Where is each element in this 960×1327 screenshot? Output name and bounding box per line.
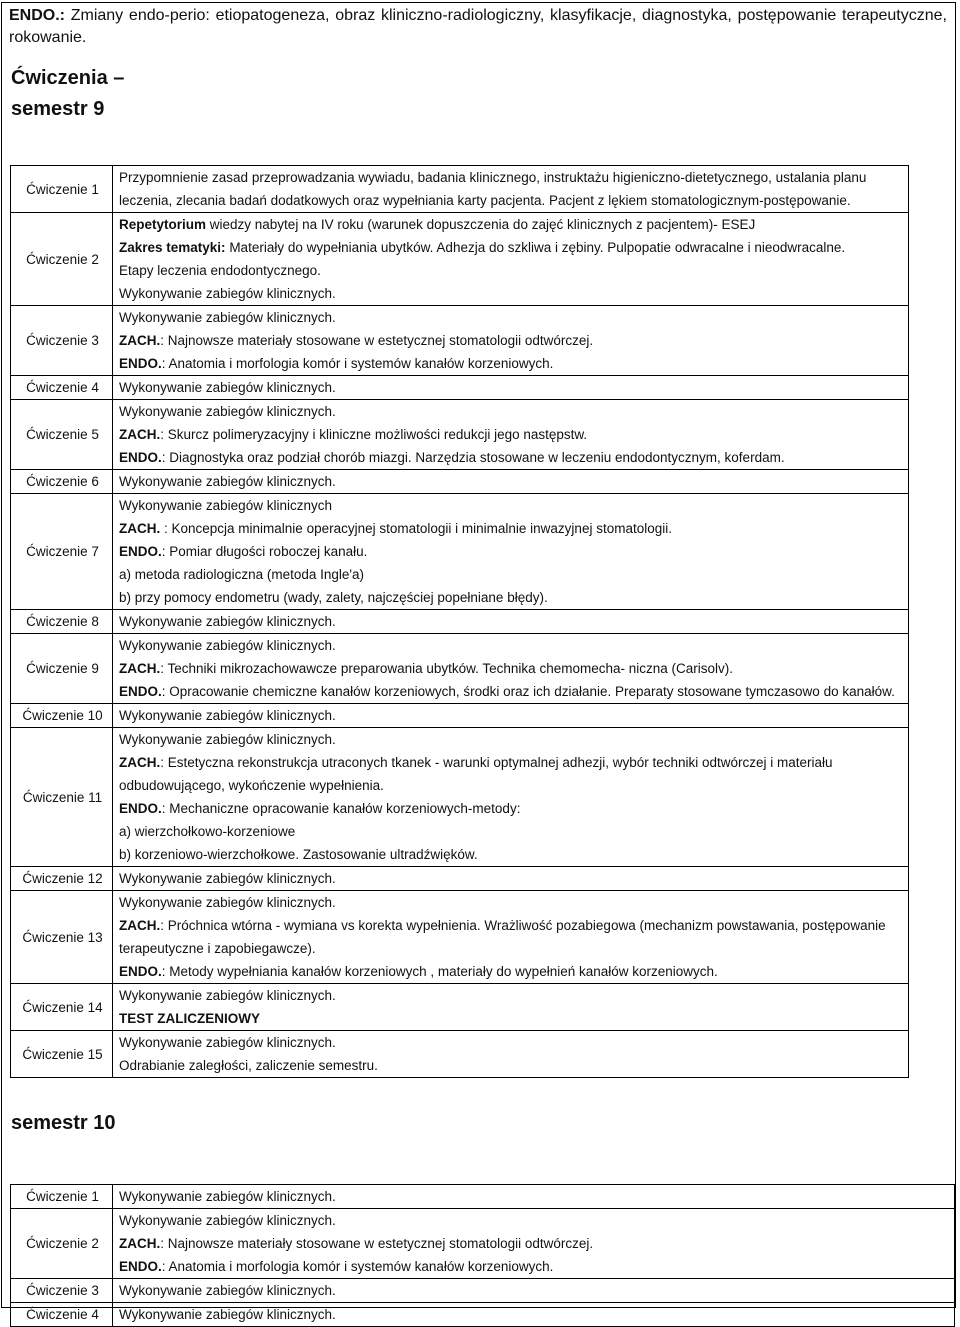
line-text: Wykonywanie zabiegów klinicznych. (119, 732, 336, 747)
content-line (119, 236, 904, 259)
exercise-row (11, 1209, 955, 1279)
content-line (119, 259, 904, 282)
content-line (119, 914, 904, 960)
section-keyword: ENDO. (119, 964, 162, 979)
exercise-content (113, 400, 909, 470)
exercise-row (11, 728, 909, 867)
section-keyword: ENDO. (119, 1259, 162, 1274)
exercise-content (113, 213, 909, 306)
exercise-label: Ćwiczenie 1 (11, 1185, 113, 1209)
line-text: Wykonywanie zabiegów klinicznych. (119, 474, 336, 489)
exercise-label: Ćwiczenie 2 (11, 1209, 113, 1279)
content-line (119, 423, 904, 446)
content-line (119, 282, 904, 305)
exercise-content (113, 728, 909, 867)
content-line (119, 891, 904, 914)
exercise-label: Ćwiczenie 5 (11, 400, 113, 470)
section-keyword: ZACH. (119, 333, 161, 348)
content-line (119, 984, 904, 1007)
exercise-label: Ćwiczenie 10 (11, 704, 113, 728)
intro-prefix: ENDO.: (9, 7, 65, 24)
line-text: Materiały do wypełniania ubytków. Adhezja do szkliwa i zębiny. Pulpopatie odwracalne i nieodwracalne. (225, 240, 846, 255)
section-keyword: Repetytorium (119, 217, 207, 232)
exercise-content (113, 306, 909, 376)
content-line (119, 494, 904, 517)
line-text: : Estetyczna rekonstrukcja utraconych tkanek - warunki optymalnej adhezji, wybór techniki odtwórczej i materiału odbudowującego, wykończenie wypełnienia. (119, 755, 833, 793)
line-text: b) korzeniowo-wierzchołkowe. Zastosowanie ultradźwięków. (119, 847, 478, 862)
line-text: : Opracowanie chemiczne kanałów korzeniowych, środki oraz ich działanie. Preparaty stosowane tymczasowo do kanałów. (161, 684, 895, 699)
content-line (119, 352, 904, 375)
content-line (119, 1255, 950, 1278)
line-text: b) przy pomocy endometru (wady, zalety, najczęściej popełniane błędy). (119, 590, 548, 605)
line-text: Wykonywanie zabiegów klinicznych. (119, 1283, 336, 1298)
line-text: : Techniki mikrozachowawcze preparowania ubytków. Technika chemomecha- niczna (Carisolv). (160, 661, 734, 676)
content-line (119, 1031, 904, 1054)
exercise-label: Ćwiczenie 3 (11, 1279, 113, 1303)
exercise-label: Ćwiczenie 13 (11, 891, 113, 984)
line-text: Etapy leczenia endodontycznego. (119, 263, 321, 278)
content-line (119, 1232, 950, 1255)
exercise-row (11, 494, 909, 610)
content-line (119, 1303, 950, 1326)
content-line (119, 166, 904, 212)
exercise-row (11, 376, 909, 400)
content-line (119, 634, 904, 657)
content-line (119, 843, 904, 866)
exercise-row (11, 891, 909, 984)
line-text: Wykonywanie zabiegów klinicznych. (119, 286, 336, 301)
content-line (119, 517, 904, 540)
line-text: : Pomiar długości roboczej kanału. (161, 544, 368, 559)
content-line (119, 751, 904, 797)
exercise-content (113, 891, 909, 984)
content-line (119, 728, 904, 751)
exercise-label: Ćwiczenie 15 (11, 1031, 113, 1078)
line-text: : Skurcz polimeryzacyjny i kliniczne możliwości redukcji jego następstw. (160, 427, 588, 442)
line-text: : Najnowsze materiały stosowane w estetycznej stomatologii odtwórczej. (160, 333, 594, 348)
content-line (119, 400, 904, 423)
line-text: : Próchnica wtórna - wymiana vs korekta wypełnienia. Wrażliwość pozabiegowa (mechanizm powstawania, postępowanie terapeutyczne i zapobiegawcze). (119, 918, 886, 956)
content-line (119, 1007, 904, 1030)
line-text: Wykonywanie zabiegów klinicznych. (119, 988, 336, 1003)
exercise-label: Ćwiczenie 2 (11, 213, 113, 306)
intro-paragraph (9, 5, 947, 49)
content-line (119, 867, 904, 890)
content-line (119, 1185, 950, 1208)
section-keyword: ENDO. (119, 801, 162, 816)
content-line (119, 540, 904, 563)
exercise-row (11, 984, 909, 1031)
content-line (119, 704, 904, 727)
section-keyword: ZACH. (119, 427, 161, 442)
exercise-label: Ćwiczenie 14 (11, 984, 113, 1031)
section-keyword: ENDO. (119, 684, 162, 699)
exercise-row (11, 470, 909, 494)
line-text: : Anatomia i morfologia komór i systemów kanałów korzeniowych. (161, 356, 554, 371)
content-line (119, 1279, 950, 1302)
line-text: Wykonywanie zabiegów klinicznych. (119, 310, 336, 325)
content-line (119, 329, 904, 352)
line-text: Wykonywanie zabiegów klinicznych. (119, 638, 336, 653)
content-line (119, 657, 904, 680)
section-keyword: ENDO. (119, 356, 162, 371)
line-text: Wykonywanie zabiegów klinicznych. (119, 1213, 336, 1228)
line-text: Wykonywanie zabiegów klinicznych. (119, 1189, 336, 1204)
heading-semestr-9: semestr 9 (11, 98, 105, 120)
line-text: Wykonywanie zabiegów klinicznych. (119, 1035, 336, 1050)
exercise-row (11, 867, 909, 891)
content-line (119, 306, 904, 329)
exercise-row (11, 166, 909, 213)
line-text: Wykonywanie zabiegów klinicznych. (119, 404, 336, 419)
exercise-row (11, 704, 909, 728)
line-text: Wykonywanie zabiegów klinicznych. (119, 871, 336, 886)
semestr-9-table (10, 165, 909, 1078)
line-text: Odrabianie zaległości, zaliczenie semestru. (119, 1058, 378, 1073)
exercise-row (11, 306, 909, 376)
exercise-content (113, 1031, 909, 1078)
exercise-label: Ćwiczenie 4 (11, 1303, 113, 1327)
content-line (119, 797, 904, 820)
section-keyword: ZACH. (119, 918, 161, 933)
exercise-label: Ćwiczenie 1 (11, 166, 113, 213)
exercise-row (11, 400, 909, 470)
exercise-content (113, 376, 909, 400)
exercise-label: Ćwiczenie 12 (11, 867, 113, 891)
exercise-label: Ćwiczenie 8 (11, 610, 113, 634)
content-line (119, 820, 904, 843)
line-text: Wykonywanie zabiegów klinicznych. (119, 1307, 336, 1322)
section-keyword: Zakres tematyki: (119, 240, 226, 255)
line-text: : Anatomia i morfologia komór i systemów kanałów korzeniowych. (161, 1259, 554, 1274)
content-line (119, 213, 904, 236)
section-keyword: ZACH. (119, 755, 161, 770)
exercise-label: Ćwiczenie 7 (11, 494, 113, 610)
line-text: Wykonywanie zabiegów klinicznych. (119, 895, 336, 910)
line-text: a) metoda radiologiczna (metoda Ingle'a) (119, 567, 364, 582)
intro-text: Zmiany endo-perio: etiopatogeneza, obraz kliniczno-radiologiczny, klasyfikacje, diagnostyka, postępowanie terapeutyczne, rokowanie. (9, 7, 947, 46)
exercise-content (113, 704, 909, 728)
exercise-content (113, 984, 909, 1031)
content-line (119, 586, 904, 609)
line-text: : Najnowsze materiały stosowane w estetycznej stomatologii odtwórczej. (160, 1236, 594, 1251)
section-keyword: ZACH. (119, 521, 161, 536)
exercise-row (11, 1185, 955, 1209)
line-text: : Metody wypełniania kanałów korzeniowych , materiały do wypełnień kanałów korzeniowych. (161, 964, 718, 979)
line-text: : Diagnostyka oraz podział chorób miazgi. Narzędzia stosowane w leczeniu endodontycznym, koferdam. (161, 450, 785, 465)
exercise-content (113, 494, 909, 610)
exercise-content (113, 1303, 955, 1327)
exercise-content (113, 1279, 955, 1303)
line-text: Wykonywanie zabiegów klinicznych. (119, 614, 336, 629)
exercise-label: Ćwiczenie 3 (11, 306, 113, 376)
content-line (119, 563, 904, 586)
content-line (119, 1209, 950, 1232)
exercise-content (113, 867, 909, 891)
section-keyword: ZACH. (119, 661, 161, 676)
exercise-content (113, 1185, 955, 1209)
exercise-row (11, 610, 909, 634)
exercise-row (11, 1031, 909, 1078)
exercise-content (113, 634, 909, 704)
line-text: Przypomnienie zasad przeprowadzania wywiadu, badania klinicznego, instruktażu higieniczno-dietetycznego, ustalania planu leczenia, zlecania badań dodatkowych oraz wypełniania karty pacjenta. Pacjent z lękiem stomatologicznym-postępowanie. (119, 170, 867, 208)
heading-semestr-10: semestr 10 (11, 1112, 116, 1134)
exercise-label: Ćwiczenie 11 (11, 728, 113, 867)
section-keyword: ENDO. (119, 544, 162, 559)
exercise-row (11, 1303, 955, 1327)
content-line (119, 610, 904, 633)
line-text: : Koncepcja minimalnie operacyjnej stomatologii i minimalnie inwazyjnej stomatologii. (160, 521, 672, 536)
exercise-content (113, 610, 909, 634)
content-line (119, 1054, 904, 1077)
semestr-10-table (10, 1184, 955, 1327)
content-line (119, 376, 904, 399)
exercise-content (113, 1209, 955, 1279)
line-text: Wykonywanie zabiegów klinicznych (119, 498, 332, 513)
line-text: Wykonywanie zabiegów klinicznych. (119, 380, 336, 395)
content-line (119, 446, 904, 469)
exercise-label: Ćwiczenie 4 (11, 376, 113, 400)
exercise-content (113, 166, 909, 213)
content-line (119, 680, 904, 703)
line-text: : Mechaniczne opracowanie kanałów korzeniowych-metody: (161, 801, 521, 816)
section-keyword: ZACH. (119, 1236, 161, 1251)
content-line (119, 470, 904, 493)
exercise-label: Ćwiczenie 6 (11, 470, 113, 494)
content-line (119, 960, 904, 983)
heading-cwiczenia: Ćwiczenia – (11, 67, 125, 89)
line-text: a) wierzchołkowo-korzeniowe (119, 824, 296, 839)
line-text: wiedzy nabytej na IV roku (warunek dopuszczenia do zajęć klinicznych z pacjentem)- ESEJ (206, 217, 756, 232)
section-keyword: TEST ZALICZENIOWY (119, 1011, 260, 1026)
exercise-label: Ćwiczenie 9 (11, 634, 113, 704)
line-text: Wykonywanie zabiegów klinicznych. (119, 708, 336, 723)
exercise-row (11, 1279, 955, 1303)
exercise-row (11, 213, 909, 306)
section-keyword: ENDO. (119, 450, 162, 465)
exercise-content (113, 470, 909, 494)
exercise-row (11, 634, 909, 704)
